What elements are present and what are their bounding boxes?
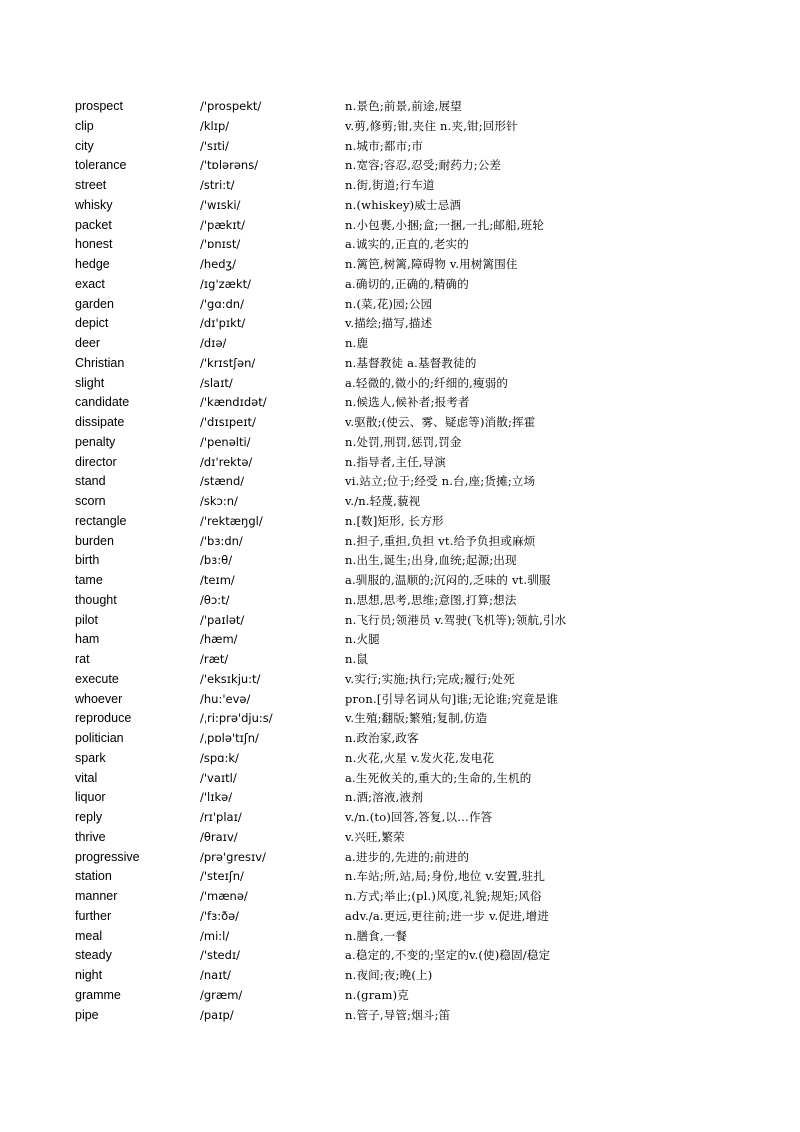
word: night: [75, 968, 103, 982]
vocab-row: [75, 374, 735, 394]
word: honest: [75, 237, 113, 252]
meaning: v.驱散;(使云、雾、疑虑等)消散;挥霍: [345, 415, 536, 429]
meaning: n.膳食,一餐: [345, 928, 408, 943]
word: city: [75, 138, 94, 153]
vocab-row: [75, 492, 735, 512]
vocab-row: [75, 769, 735, 789]
phonetic: /'paɪlət/: [200, 612, 245, 627]
vocab-row: [75, 512, 735, 532]
meaning: n.火花,火星 v.发火花,发电花: [345, 750, 495, 765]
word: director: [75, 454, 117, 469]
vocab-row: [75, 611, 735, 631]
meaning: v.兴旺,繁荣: [345, 829, 405, 844]
vocab-row: [75, 729, 735, 749]
vocab-row: [75, 788, 735, 808]
vocab-row: [75, 117, 735, 137]
word: thought: [75, 592, 117, 607]
phonetic: /rɪ'plaɪ/: [200, 810, 242, 824]
word: burden: [75, 533, 114, 548]
meaning: v./n.(to)回答,答复,以…作答: [345, 810, 493, 824]
vocab-row: [75, 413, 735, 433]
word: scorn: [75, 494, 106, 508]
meaning: v.实行;实施;执行;完成;履行;处死: [345, 671, 515, 686]
word: station: [75, 869, 112, 884]
vocab-row: [75, 749, 735, 769]
meaning: v.剪,修剪;钳,夹住 n.夹,钳;回形针: [345, 118, 518, 133]
word: whoever: [75, 691, 123, 706]
phonetic: /'prospekt/: [200, 99, 262, 113]
word: politician: [75, 731, 124, 745]
word: liquor: [75, 790, 106, 805]
meaning: n.火腿: [345, 632, 380, 647]
meaning: n.出生,诞生;出身,血统;起源;出现: [345, 553, 517, 568]
vocab-row: [75, 275, 735, 295]
phonetic: /'krɪstʃən/: [200, 355, 256, 370]
vocab-row: [75, 334, 735, 354]
word: street: [75, 178, 107, 192]
phonetic: /prə'gresɪv/: [200, 849, 266, 864]
word: stand: [75, 474, 106, 489]
meaning: n.小包裹,小捆;盒;一捆,一扎;邮船,班轮: [345, 217, 545, 232]
meaning: n.城市;都市;市: [345, 138, 424, 153]
word: manner: [75, 889, 118, 903]
phonetic: /hu:'evə/: [200, 691, 251, 706]
phonetic: /'penəlti/: [200, 434, 251, 449]
vocab-row: [75, 156, 735, 176]
phonetic: /hæm/: [200, 632, 238, 647]
vocab-row: [75, 709, 735, 729]
vocab-row: [75, 472, 735, 492]
vocab-row: [75, 354, 735, 374]
meaning: a.进步的,先进的;前进的: [345, 849, 470, 864]
phonetic: /paɪp/: [200, 1007, 234, 1022]
meaning: n.(gram)克: [345, 987, 409, 1002]
vocab-row: [75, 176, 735, 196]
meaning: v.生殖;翻版;繁殖;复制,仿造: [345, 711, 488, 726]
meaning: n.车站;所,站,局;身份,地位 v.安置,驻扎: [345, 869, 546, 884]
meaning: n.(菜,花)园;公园: [345, 296, 433, 311]
word: clip: [75, 118, 94, 133]
word: steady: [75, 948, 112, 963]
vocabulary-table: [75, 97, 735, 1025]
phonetic: /ˌri:prə'dju:s/: [200, 711, 273, 726]
phonetic: /'kændɪdət/: [200, 395, 267, 410]
vocab-row: [75, 433, 735, 453]
phonetic: /mi:l/: [200, 928, 230, 943]
meaning: n.夜间;夜;晚(上): [345, 968, 433, 982]
vocab-row: [75, 97, 735, 117]
vocab-row: [75, 927, 735, 947]
vocab-row: [75, 295, 735, 315]
meaning: n.篱笆,树篱,障碍物 v.用树篱围住: [345, 257, 518, 271]
phonetic: /ræt/: [200, 652, 229, 666]
phonetic: /stri:t/: [200, 178, 235, 192]
phonetic: /græm/: [200, 987, 243, 1002]
word: rat: [75, 652, 90, 666]
word: deer: [75, 336, 101, 350]
word: progressive: [75, 849, 140, 864]
vocab-row: [75, 867, 735, 887]
meaning: a.驯服的,温顺的;沉闷的,乏味的 vt.驯服: [345, 573, 551, 587]
word: candidate: [75, 395, 130, 410]
meaning: n.基督教徒 a.基督教徒的: [345, 355, 477, 370]
phonetic: /naɪt/: [200, 968, 231, 982]
meaning: pron.[引导名词从句]谁;无论谁;究竟是谁: [345, 691, 559, 706]
word: whisky: [75, 197, 113, 212]
vocab-row: [75, 196, 735, 216]
word: reproduce: [75, 711, 132, 726]
phonetic: /slaɪt/: [200, 375, 233, 390]
vocab-row: [75, 887, 735, 907]
phonetic: /ɪg'zækt/: [200, 276, 251, 291]
phonetic: /spɑ:k/: [200, 750, 239, 765]
meaning: n.街,街道;行车道: [345, 178, 435, 192]
vocab-row: [75, 571, 735, 591]
phonetic: /ˌpɒlə'tɪʃn/: [200, 731, 259, 745]
vocab-row: [75, 907, 735, 927]
meaning: n.(whiskey)威士忌酒: [345, 197, 462, 212]
vocab-row: [75, 591, 735, 611]
word: tame: [75, 573, 103, 587]
meaning: n.酒;溶液,液剂: [345, 790, 423, 805]
meaning: n.飞行员;领港员 v.驾驶(飞机等);领航,引水: [345, 612, 567, 627]
meaning: v.描绘;描写,描述: [345, 316, 433, 331]
phonetic: /klɪp/: [200, 118, 230, 133]
word: exact: [75, 276, 105, 291]
phonetic: /'lɪkə/: [200, 790, 233, 805]
phonetic: /'gɑ:dn/: [200, 296, 244, 311]
meaning: n.政治家,政客: [345, 731, 419, 745]
vocab-row: [75, 216, 735, 236]
phonetic: /skɔ:n/: [200, 494, 238, 508]
phonetic: /stænd/: [200, 474, 245, 489]
vocab-row: [75, 828, 735, 848]
word: depict: [75, 316, 109, 331]
word: execute: [75, 671, 119, 686]
word: birth: [75, 553, 100, 568]
word: penalty: [75, 434, 116, 449]
word: reply: [75, 810, 103, 824]
vocab-row: [75, 986, 735, 1006]
word: garden: [75, 296, 114, 311]
meaning: n.景色;前景,前途,展望: [345, 99, 462, 113]
vocab-row: [75, 235, 735, 255]
word: pilot: [75, 612, 98, 627]
phonetic: /bɜ:θ/: [200, 553, 233, 568]
word: packet: [75, 217, 112, 232]
phonetic: /'dɪsɪpeɪt/: [200, 415, 256, 429]
vocab-row: [75, 650, 735, 670]
word: rectangle: [75, 513, 127, 528]
meaning: v./n.轻蔑,藐视: [345, 494, 421, 508]
word: tolerance: [75, 158, 127, 173]
word: prospect: [75, 99, 123, 113]
meaning: a.稳定的,不变的;坚定的v.(使)稳固/稳定: [345, 948, 551, 963]
meaning: n.候选人,候补者;报考者: [345, 395, 470, 410]
vocab-row: [75, 1006, 735, 1026]
meaning: a.诚实的,正直的,老实的: [345, 237, 469, 252]
meaning: n.方式;举止;(pl.)风度,礼貌;规矩;风俗: [345, 889, 542, 903]
meaning: a.生死攸关的,重大的;生命的,生机的: [345, 770, 532, 785]
meaning: n.担子,重担,负担 vt.给予负担或麻烦: [345, 533, 536, 548]
phonetic: /'bɜ:dn/: [200, 533, 243, 548]
phonetic: /'sɪti/: [200, 138, 229, 153]
phonetic: /teɪm/: [200, 573, 235, 587]
word: Christian: [75, 355, 125, 370]
phonetic: /θraɪv/: [200, 829, 238, 844]
phonetic: /'stedɪ/: [200, 948, 241, 963]
phonetic: /dɪ'pɪkt/: [200, 316, 246, 331]
vocab-row: [75, 393, 735, 413]
phonetic: /'mænə/: [200, 889, 248, 903]
phonetic: /'vaɪtl/: [200, 770, 237, 785]
meaning: a.确切的,正确的,精确的: [345, 276, 469, 291]
phonetic: /'ɒnɪst/: [200, 237, 241, 252]
phonetic: /'wɪski/: [200, 197, 241, 212]
meaning: a.轻微的,微小的;纤细的,瘦弱的: [345, 375, 509, 390]
word: further: [75, 908, 112, 923]
word: vital: [75, 770, 98, 785]
word: thrive: [75, 829, 106, 844]
vocab-row: [75, 690, 735, 710]
meaning: n.[数]矩形, 长方形: [345, 513, 444, 528]
phonetic: /'pækɪt/: [200, 217, 245, 232]
vocab-row: [75, 670, 735, 690]
word: gramme: [75, 987, 121, 1002]
meaning: n.指导者,主任,导演: [345, 454, 447, 469]
meaning: n.处罚,刑罚,惩罚,罚金: [345, 434, 462, 449]
word: spark: [75, 750, 106, 765]
meaning: n.思想,思考,思维;意图,打算;想法: [345, 592, 517, 607]
phonetic: /hedʒ/: [200, 257, 237, 271]
phonetic: /'fɜ:ðə/: [200, 908, 240, 923]
word: meal: [75, 928, 103, 943]
word: pipe: [75, 1007, 99, 1022]
meaning: n.鹿: [345, 336, 369, 350]
meaning: n.鼠: [345, 652, 369, 666]
vocab-row: [75, 630, 735, 650]
vocab-row: [75, 946, 735, 966]
vocab-row: [75, 848, 735, 868]
vocab-row: [75, 966, 735, 986]
vocab-row: [75, 137, 735, 157]
vocab-row: [75, 808, 735, 828]
word: slight: [75, 375, 105, 390]
word: ham: [75, 632, 100, 647]
phonetic: /θɔ:t/: [200, 592, 230, 607]
meaning: n.宽容;容忍,忍受;耐药力;公差: [345, 158, 502, 173]
phonetic: /'eksɪkju:t/: [200, 671, 261, 686]
meaning: n.管子,导管;烟斗;笛: [345, 1007, 451, 1022]
vocab-row: [75, 551, 735, 571]
vocab-row: [75, 314, 735, 334]
phonetic: /dɪ'rektə/: [200, 454, 253, 469]
meaning: adv./a.更远,更往前;进一步 v.促进,增进: [345, 908, 550, 923]
vocab-row: [75, 532, 735, 552]
phonetic: /dɪə/: [200, 336, 227, 350]
meaning: vi.站立;位于;经受 n.台,座;货摊;立场: [345, 474, 536, 489]
vocab-row: [75, 255, 735, 275]
phonetic: /'rektæŋgl/: [200, 513, 263, 528]
phonetic: /'steɪʃn/: [200, 869, 244, 884]
word: dissipate: [75, 415, 125, 429]
word: hedge: [75, 257, 110, 271]
vocab-row: [75, 453, 735, 473]
phonetic: /'tɒlərəns/: [200, 158, 259, 173]
